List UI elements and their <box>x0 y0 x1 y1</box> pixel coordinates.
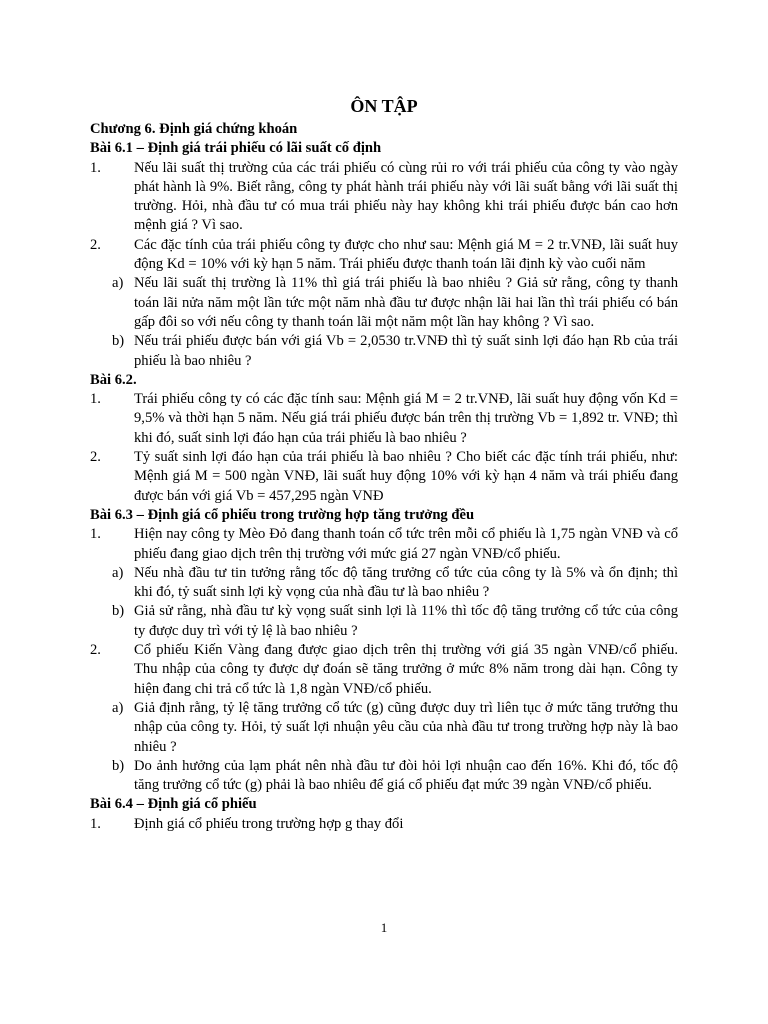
sub-label: a) <box>112 699 124 716</box>
sub-text: Giả định rằng, tỷ lệ tăng trưởng cổ tức (g) cũng được duy trì liên tục ở mức tăng trưởng thu nhập của công ty. Hỏi, tỷ suất lợi nhuận yêu cầu của nhà đầu tư trong trường hợp này là bao nhiêu ? <box>134 699 678 755</box>
sub-text: Do ảnh hưởng của lạm phát nên nhà đầu tư đòi hỏi lợi nhuận cao đến 16%. Khi đó, tốc độ tăng trưởng cổ tức (g) phải là bao nhiêu để giá cổ phiếu đạt mức 39 ngàn VNĐ/cổ phiếu. <box>134 757 678 794</box>
sub-question <box>90 274 678 332</box>
item-number: 1. <box>90 391 101 408</box>
item-text: Trái phiếu công ty có các đặc tính sau: Mệnh giá M = 2 tr.VNĐ, lãi suất huy động vốn Kd = 9,5% và thời hạn 5 năm. Nếu giá trái phiếu được bán trên thị trường Vb = 1,892 tr. VNĐ; thì khi đó, suất sinh lợi đáo hạn của trái phiếu là bao nhiêu ? <box>134 391 678 446</box>
document-body <box>90 94 678 834</box>
section-heading-6-3: Bài 6.3 – Định giá cổ phiếu trong trường hợp tăng trưởng đều <box>90 506 475 523</box>
item-number: 1. <box>90 815 101 832</box>
exercise-item <box>90 448 678 506</box>
sub-label: b) <box>112 757 125 774</box>
sub-text: Giả sử rằng, nhà đầu tư kỳ vọng suất sinh lợi là 11% thì tốc độ tăng trưởng cổ tức của công ty được duy trì với tỷ lệ là bao nhiêu ? <box>134 603 678 639</box>
sub-label: b) <box>112 603 125 620</box>
sub-label: b) <box>112 333 125 350</box>
sub-question <box>90 564 678 603</box>
item-number: 1. <box>90 526 101 543</box>
exercise-item <box>90 815 678 834</box>
exercise-item <box>90 159 678 236</box>
item-text: Tỷ suất sinh lợi đáo hạn của trái phiếu là bao nhiêu ? Cho biết các đặc tính trái phiếu, như: Mệnh giá M = 500 ngàn VNĐ, lãi suất huy động 10% với kỳ hạn 4 năm và trái phiếu đang được bán với giá Vb = 457,295 ngàn VNĐ <box>134 449 678 504</box>
sub-text: Nếu lãi suất thị trường là 11% thì giá trái phiếu là bao nhiêu ? Giả sử rằng, công ty thanh toán lãi nửa năm một lần tức một năm nhà đầu tư được nhận lãi hai lần thì trái phiếu có bán gấp đôi so với nếu công ty thanh toán lãi một năm một lần hay không ? Vì sao. <box>134 275 678 330</box>
item-number: 2. <box>90 642 101 659</box>
item-text: Nếu lãi suất thị trường của các trái phiếu có cùng rủi ro với trái phiếu của công ty vào ngày phát hành là 9%. Biết rằng, công ty phát hành trái phiếu này với lãi suất bằng với lãi suất thị trường. Hỏi, nhà đầu tư có mua trái phiếu này hay không khi trái phiếu được bán cao hơn mệnh giá ? Vì sao. <box>134 159 678 234</box>
item-text: Hiện nay công ty Mèo Đỏ đang thanh toán cổ tức trên mỗi cổ phiếu là 1,75 ngàn VNĐ và cổ phiếu đang giao dịch trên thị trường với mức giá 27 ngàn VNĐ/cổ phiếu. <box>134 526 678 562</box>
section-heading-6-1: Bài 6.1 – Định giá trái phiếu có lãi suất cố định <box>90 140 382 157</box>
section-heading-6-2: Bài 6.2. <box>90 371 137 388</box>
sub-text: Nếu trái phiếu được bán với giá Vb = 2,0530 tr.VNĐ thì tỷ suất sinh lợi đáo hạn Rb của trái phiếu là bao nhiêu ? <box>134 333 678 369</box>
item-text: Các đặc tính của trái phiếu công ty được cho như sau: Mệnh giá M = 2 tr.VNĐ, lãi suất huy động Kd = 10% với kỳ hạn 5 năm. Trái phiếu được thanh toán lãi định kỳ vào cuối năm <box>134 236 678 273</box>
exercise-item <box>90 641 678 699</box>
item-text: Định giá cổ phiếu trong trường hợp g thay đổi <box>134 815 404 832</box>
sub-question <box>90 699 678 757</box>
document-title: ÔN TẬP <box>350 96 418 116</box>
item-number: 2. <box>90 236 101 253</box>
sub-text: Nếu nhà đầu tư tin tưởng rằng tốc độ tăng trưởng cổ tức của công ty là 5% và ổn định; thì khi đó, tỷ suất sinh lợi kỳ vọng của nhà đầu tư là bao nhiêu ? <box>134 564 678 601</box>
sub-label: a) <box>112 275 124 292</box>
sub-question <box>90 757 678 796</box>
item-number: 1. <box>90 159 101 176</box>
item-text: Cổ phiếu Kiến Vàng đang được giao dịch trên thị trường với giá 35 ngàn VNĐ/cổ phiếu. Thu nhập của công ty được dự đoán sẽ tăng trưởng ở mức 8% năm trong dài hạn. Công ty hiện đang chi trả cổ tức là 1,8 ngàn VNĐ/cổ phiếu. <box>134 642 678 697</box>
sub-question <box>90 602 678 641</box>
exercise-item <box>90 525 678 564</box>
exercise-item <box>90 390 678 448</box>
section-heading-6-4: Bài 6.4 – Định giá cổ phiếu <box>90 796 257 813</box>
sub-label: a) <box>112 564 124 581</box>
page-number: 1 <box>380 920 388 935</box>
exercise-item <box>90 236 678 275</box>
item-number: 2. <box>90 449 101 466</box>
chapter-heading: Chương 6. Định giá chứng khoán <box>90 121 298 137</box>
sub-question <box>90 332 678 371</box>
